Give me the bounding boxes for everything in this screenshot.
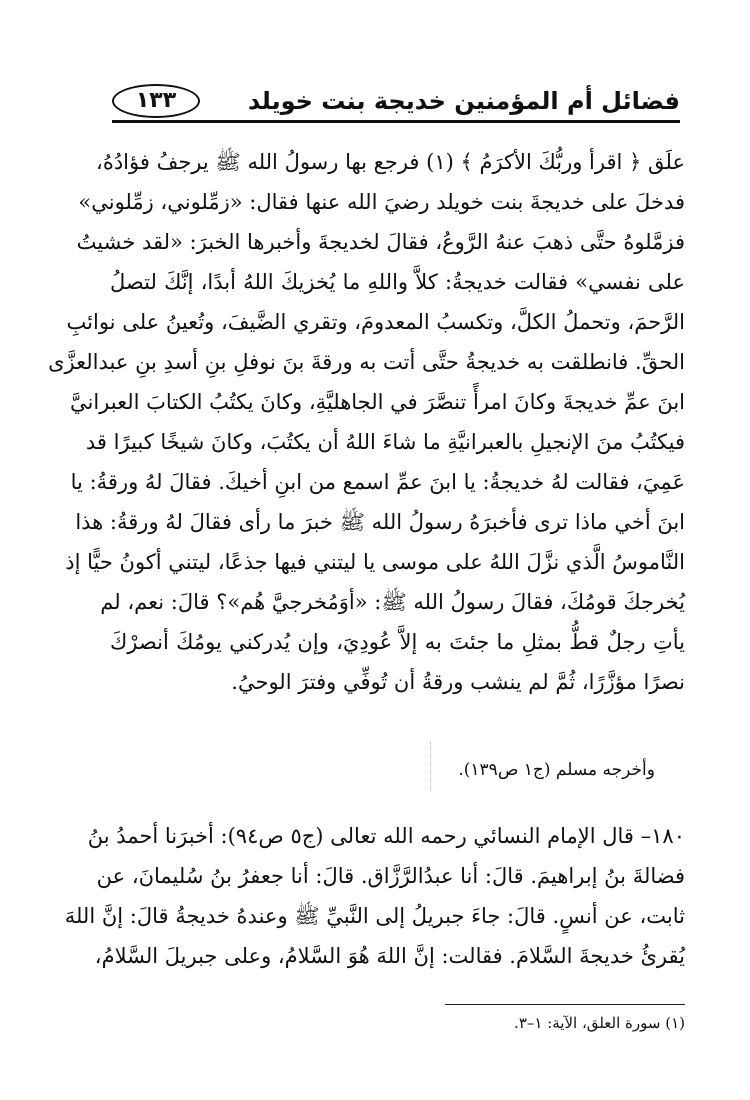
text-line: فيكتُبُ منَ الإنجيلِ بالعبرانيَّةِ ما شاءَ اللهُ أن يكتُبَ، وكانَ شيخًا كبيرًا قد	[85, 430, 685, 454]
text-line: الرَّحمَ، وتحملُ الكلَّ، وتكسبُ المعدومَ، وتقري الضَّيفَ، وتُعينُ على نوائبِ	[66, 310, 685, 334]
text-line: ثابت، عن أنسٍ. قالَ: جاءَ جبريلُ إلى النَّبيِّ ﷺ وعندهُ خديجةُ قالَ: إنَّ اللهَ	[64, 904, 685, 928]
source-note: وأخرجه مسلم (ج١ ص١٣٩).	[458, 760, 655, 780]
text-line: النَّاموسُ الَّذي نزَّلَ اللهُ على موسى يا ليتني فيها جذعًا، ليتني أكونُ حيًّا إذ	[65, 550, 685, 574]
text-line: علَق ﴿ اقرأ وربُّكَ الأكرَمُ ﴾ (١) فرجع بها رسولُ الله ﷺ يرجفُ فؤادُهُ،	[96, 150, 685, 174]
text-line: يُخرجكَ قومُكَ، فقالَ رسولُ الله ﷺ: «أوَمُخرجيَّ هُم»؟ قالَ: نعم، لم	[100, 590, 685, 614]
text-line: ١٨٠– قال الإمام النسائي رحمه الله تعالى (ج٥ ص٩٤): أخبرَنا أحمدُ بنُ	[87, 824, 685, 848]
hadith-paragraph-2	[64, 816, 685, 976]
hadith-paragraph-1	[48, 142, 685, 702]
text-line: ابنَ أخي ماذا ترى فأخبرَهُ رسولُ الله ﷺ خبرَ ما رأى فقالَ لهُ ورقةُ: هذا	[75, 510, 685, 534]
text-line: على نفسي» فقالت خديجةُ: كلاَّ واللهِ ما يُخزيكَ اللهُ أبدًا، إنَّكَ لتصلُ	[110, 270, 685, 294]
text-line: الحقِّ. فانطلقت به خديجةُ حتَّى أتت به ورقةَ بنَ نوفلِ بنِ أسدِ بنِ عبدالعزَّى	[48, 350, 685, 374]
text-line: ابنَ عمِّ خديجةَ وكانَ امرأً تنصَّرَ في الجاهليَّةِ، وكانَ يكتُبُ الكتابَ العبرانيَّ	[70, 390, 685, 414]
scan-mark	[430, 742, 431, 792]
text-line: فدخلَ على خديجةَ بنت خويلد رضيَ الله عنها فقال: «زمِّلوني، زمِّلوني»	[78, 190, 685, 214]
running-title: فضائل أم المؤمنين خديجة بنت خويلد	[247, 87, 680, 115]
page-header	[112, 86, 680, 122]
text-line: فضالةَ بنُ إبراهيمَ. قالَ: أنا عبدُالرَّزَّاق. قالَ: أنا جعفرُ بنُ سُليمانَ، عن	[96, 864, 685, 888]
text-line: يأتِ رجلٌ قطُّ بمثلِ ما جئتَ به إلاَّ عُودِيَ، وإن يُدركني يومُكَ أنصرْكَ	[110, 630, 685, 654]
footnote-rule	[445, 1004, 685, 1005]
text-line: فزمَّلوهُ حتَّى ذهبَ عنهُ الرَّوعُ، فقالَ لخديجةَ وأخبرها الخبرَ: «لقد خشيتُ	[76, 230, 685, 254]
header-rule	[112, 120, 680, 123]
page-number: ١٣٣	[112, 84, 200, 118]
footnote: (١) سورة العلق، الآية: ١–٣.	[514, 1014, 685, 1032]
text-line: نصرًا مؤزَّرًا، ثُمَّ لم ينشب ورقةُ أن تُوفِّي وفترَ الوحيُ.	[231, 670, 685, 694]
text-line: عَمِيَ، فقالت لهُ خديجةُ: يا ابنَ عمِّ اسمع من ابنِ أخيكَ. فقالَ لهُ ورقةُ: يا	[70, 470, 685, 494]
text-line: يُقرئُ خديجةَ السَّلامَ. فقالت: إنَّ اللهَ هُوَ السَّلامُ، وعلى جبريلَ السَّلامُ،	[94, 944, 685, 968]
